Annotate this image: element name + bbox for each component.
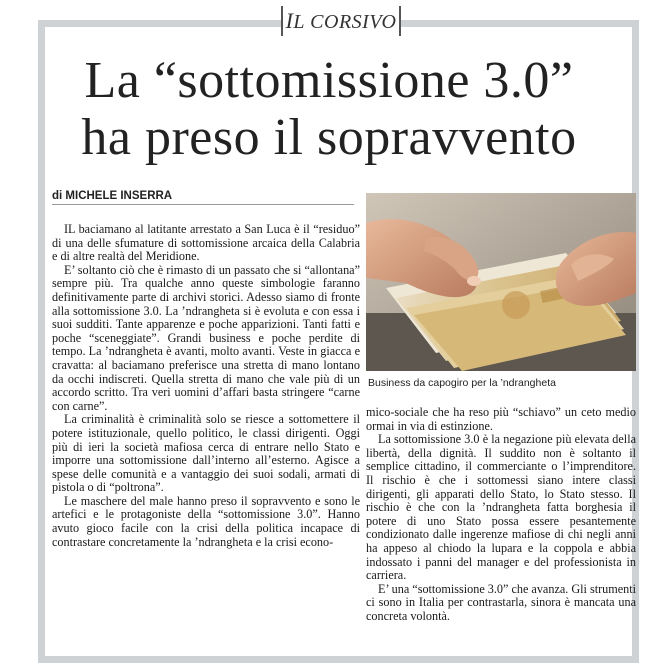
paragraph: mico-sociale che ha reso più “schiavo” un ceto medio ormai in via di estinzione. xyxy=(366,405,636,433)
paragraph: Le maschere del male hanno preso il sopravvento e sono le artefici e le protagoniste della “sottomissione 3.0”. Hanno avuto gioco facile con la crisi della politica incapace di contrastare concretamente la ’ndrangheta e la crisi econo- xyxy=(52,493,360,549)
article-column-1 xyxy=(52,223,360,549)
paragraph: E’ una “sottomissione 3.0” che avanza. Gli strumenti ci sono in Italia per contrastarla, sinora è mancata una concreta volontà. xyxy=(366,581,637,623)
headline-line-2: ha preso il sopravvento xyxy=(81,109,577,166)
hands-counting-banknotes-image xyxy=(366,193,636,371)
money-photo xyxy=(366,193,636,371)
paragraph: E’ soltanto ciò che è rimasto di un passato che si “allontana” sempre più. Tra qualche anno queste simbologie faranno definitivamente parte di archivi storici. Adesso siamo di fronte alla sottomissione 3.0. La ’ndrangheta si è evoluta e con essa i suoi sudditi. Tante apparenze e poche apparizioni. Tanti fatti e poche “sceneggiate”. Grandi business e poche perdite di tempo. La ’ndrangheta è avanti, molto avanti. Veste in giacca e cravatta: al baciamano preferisce una stretta di mano lontano da occhi indiscreti. Quella stretta di mano che vale più di un accordo scritto. Tra veri uomini d’affari basta stringere “carne con carne”. xyxy=(52,262,360,413)
paragraph: IL baciamano al latitante arrestato a San Luca è il “residuo” di una delle sfumature di sottomissione arcaica della Calabria e di altre realtà del Meridione. xyxy=(52,222,360,264)
byline-rule xyxy=(52,204,354,205)
section-kicker-label: IL CORSIVO xyxy=(285,8,397,33)
headline-line-1: La “sottomissione 3.0” xyxy=(84,52,574,109)
paragraph: La criminalità è criminalità solo se riesce a sottomettere il potere istituzionale, quello politico, le classi dirigenti. Oggi più di ieri la società mafiosa cerca di entrare nello Stato e imporre una sottomissione dall’interno all’esterno. Agisce a spese delle comunità e a vantaggio dei suoi sodali, armati di pistola o di “poltrona”. xyxy=(52,412,360,495)
article-column-2 xyxy=(366,406,636,624)
section-kicker xyxy=(281,6,401,36)
byline: di MICHELE INSERRA xyxy=(52,190,173,202)
photo-caption: Business da capogiro per la ’ndrangheta xyxy=(368,377,556,389)
paragraph: La sottomissione 3.0 è la negazione più elevata della libertà, della dignità. Il suddito non è soltanto il semplice cittadino, il commerciante o l’imprenditore. Il rischio è che i sottomessi siano intere classi dirigenti, gli apparati dello Stato, lo Stato stesso. Il rischio è che con la ’ndrangheta fatta borghesia il potere di uno Stato possa essere pesantemente condizionato dalle ingerenze mafiose di chi negli anni ha appeso al chiodo la lupara e la coppola e abbia indossato i panni del manager e del professionista in carriera. xyxy=(366,432,636,583)
